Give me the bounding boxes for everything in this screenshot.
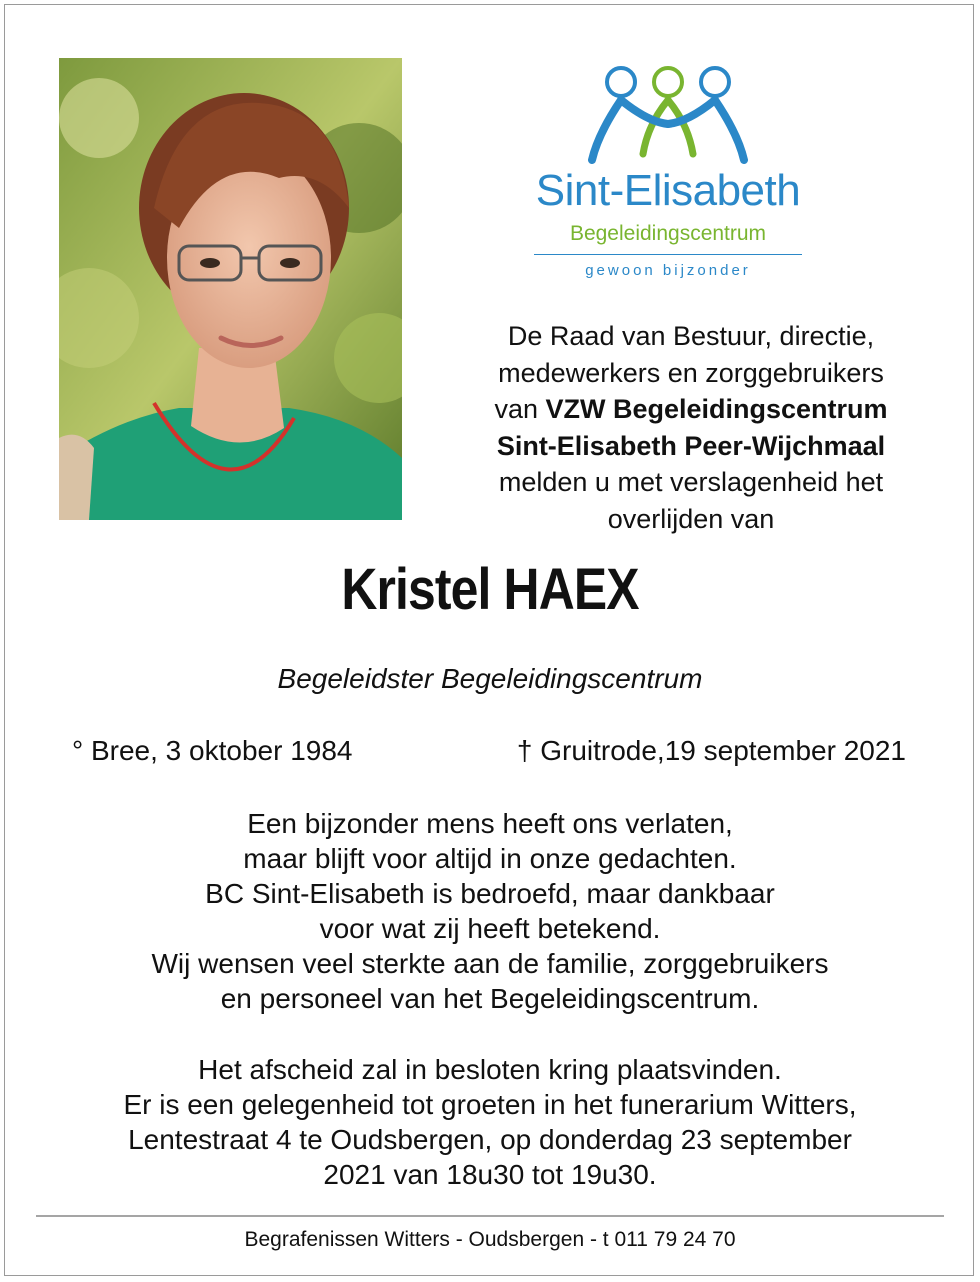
verse-line: voor wat zij heeft betekend. [319,913,661,944]
portrait-photo [59,58,402,520]
verse-line: BC Sint-Elisabeth is bedroefd, maar dankbaar [205,878,775,909]
logo-tagline: gewoon bijzonder [585,262,751,279]
logo-subtitle: Begeleidingscentrum [569,222,767,245]
footer-divider [36,1215,944,1217]
farewell-line: Er is een gelegenheid tot groeten in het funerarium Witters, [123,1089,857,1120]
verse-line: maar blijft voor altijd in onze gedachten. [243,843,737,874]
funeral-home-footer: Begrafenissen Witters - Oudsbergen - t 011 79 24 70 [244,1228,736,1251]
intro-line: overlijden van [607,503,775,534]
intro-line [420,428,962,465]
memorial-verse [0,806,980,1016]
announcement-intro [420,318,962,537]
intro-line: melden u met verslagenheid het [498,467,884,497]
deceased-name: Kristel HAEX [341,557,639,622]
organization-name: VZW Begeleidingscentrum [545,394,888,424]
farewell-line: 2021 van 18u30 tot 19u30. [323,1159,657,1190]
intro-line [420,391,962,428]
organization-name-2: Sint-Elisabeth Peer-Wijchmaal [496,430,886,461]
death-info: † Gruitrode,19 september 2021 [516,735,906,766]
intro-prefix: van [494,394,546,424]
logo-figures-icon [588,64,748,164]
farewell-line: Het afscheid zal in besloten kring plaatsvinden. [198,1054,782,1085]
farewell-line: Lentestraat 4 te Oudsbergen, op donderdag 23 september [128,1124,852,1155]
logo-title: Sint-Elisabeth [535,166,801,215]
verse-line: en personeel van het Begeleidingscentrum. [220,983,760,1014]
birth-info: ° Bree, 3 oktober 1984 [72,735,353,766]
verse-line: Een bijzonder mens heeft ons verlaten, [247,808,733,839]
deceased-role: Begeleidster Begeleidingscentrum [277,663,703,694]
logo-divider [534,254,802,255]
verse-line: Wij wensen veel sterkte aan de familie, zorggebruikers [151,948,829,979]
organization-logo [528,64,808,288]
farewell-info [0,1052,980,1192]
intro-line: medewerkers en zorggebruikers [498,357,884,388]
intro-line: De Raad van Bestuur, directie, [507,321,875,351]
